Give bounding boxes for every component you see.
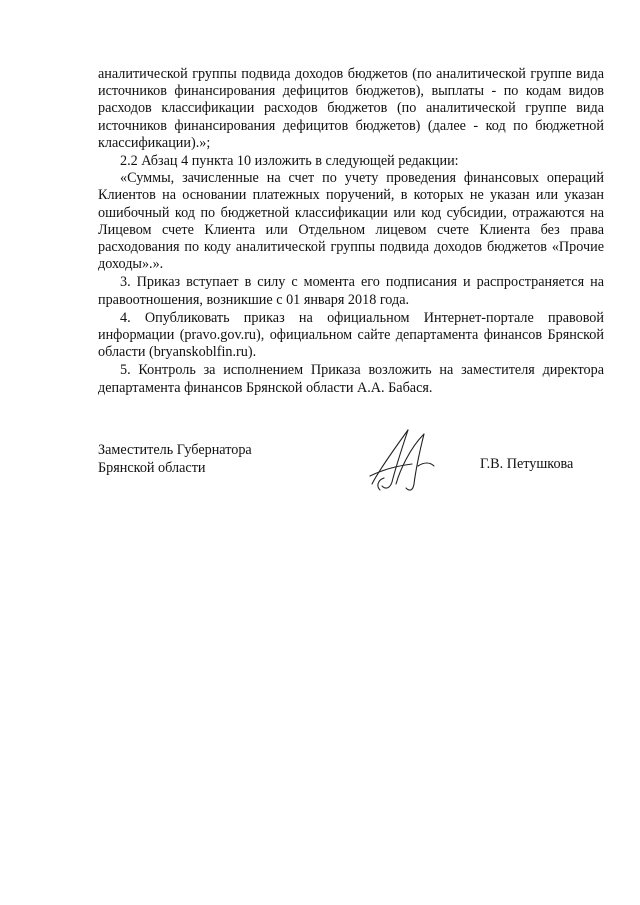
paragraph-classification-codes: аналитической группы подвида доходов бюджетов (по аналитической группе вида источников финансирования дефицитов бюджетов), выплаты - по кодам видов расходов классификации расходов бюджетов (по аналитической группе вида источников финансирования дефицитов бюджетов) (далее - код по бюджетной классификации).»; xyxy=(98,66,604,151)
paragraph-5-control: 5. Контроль за исполнением Приказа возложить на заместителя директора департамента финансов Брянской области А.А. Бабася. xyxy=(98,362,604,396)
paragraph-3-effective-date: 3. Приказ вступает в силу с момента его подписания и распространяется на правоотношения, возникшие с 01 января 2018 года. xyxy=(98,274,604,308)
signatory-position-line1: Заместитель Губернатора xyxy=(98,442,252,458)
signatory-name: Г.В. Петушкова xyxy=(480,456,574,472)
handwritten-signature xyxy=(366,422,440,496)
signatory-position-line2: Брянской области xyxy=(98,460,206,476)
paragraph-quoted-amounts: «Суммы, зачисленные на счет по учету проведения финансовых операций Клиентов на основании платежных поручений, в которых не указан или указан ошибочный код по бюджетной классификации или код субсидии, отражаются на Лицевом счете Клиента или Отдельном лицевом счете Клиента без права расходования по коду аналитической группы подвида доходов бюджетов «Прочие доходы».». xyxy=(98,170,604,273)
paragraph-2-2: 2.2 Абзац 4 пункта 10 изложить в следующей редакции: xyxy=(120,153,459,170)
signatory-position xyxy=(98,441,298,477)
paragraph-4-publication: 4. Опубликовать приказ на официальном Интернет-портале правовой информации (pravo.gov.ru), официальном сайте департамента финансов Брянской области (bryanskoblfin.ru). xyxy=(98,309,604,361)
document-body xyxy=(98,66,604,397)
